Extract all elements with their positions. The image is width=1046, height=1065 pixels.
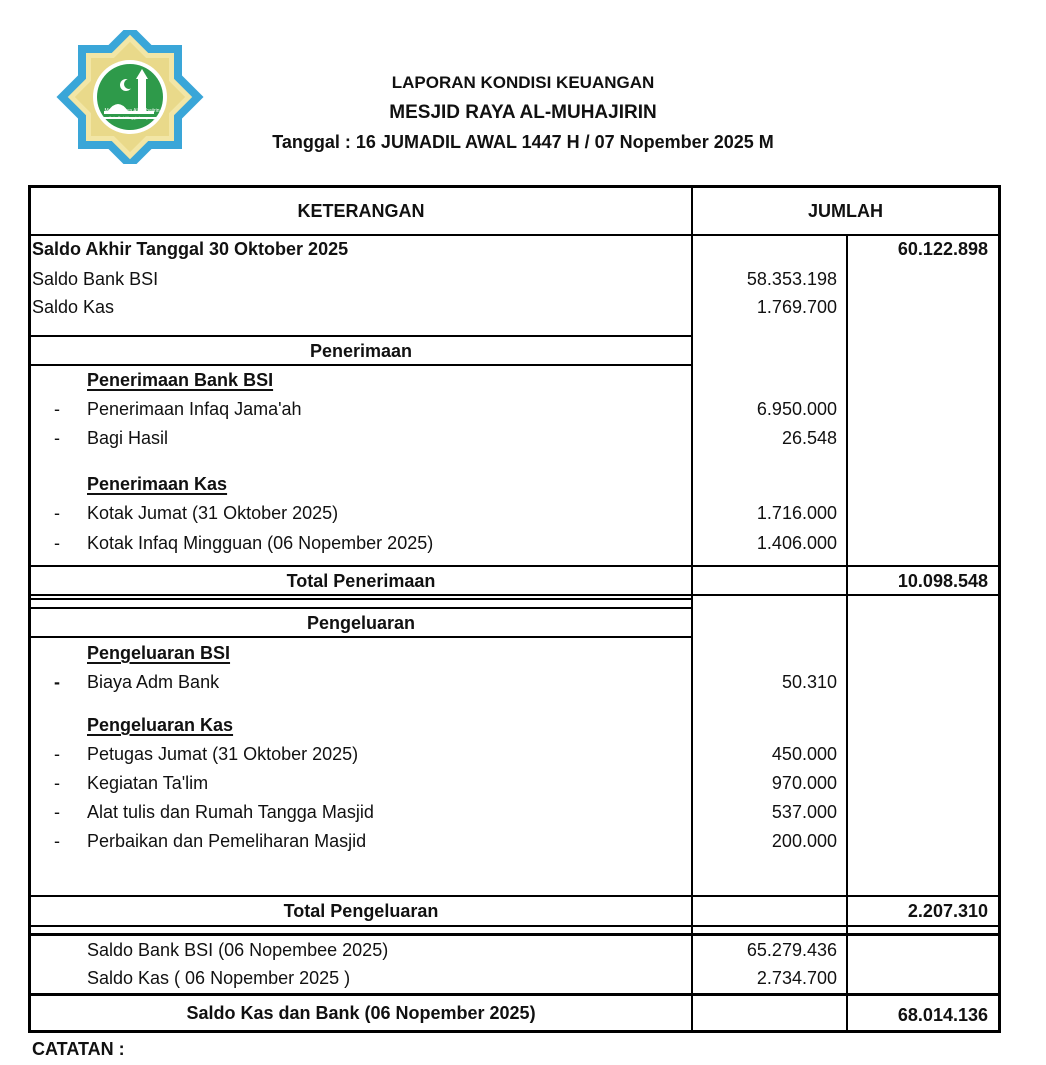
closing-bank-label: Saldo Bank BSI (06 Nopembee 2025) (87, 940, 389, 960)
opening-kas-label: Saldo Kas (32, 297, 115, 317)
logo-caption: Mesjid Raya Al-Muhajirin (104, 108, 160, 114)
opening-balance-total: 60.122.898 (897, 239, 988, 259)
logo-subcaption: Kota Bukittinggi, Lampung (108, 115, 156, 120)
pengeluaran-bank-heading: Pengeluaran BSI (87, 643, 231, 663)
item-label: Penerimaan Infaq Jama'ah (87, 399, 302, 419)
total-pengeluaran-label: Total Pengeluaran (283, 901, 439, 921)
closing-total-value: 68.014.136 (897, 1005, 988, 1025)
item-value: 200.000 (771, 831, 837, 851)
item-label: Kotak Jumat (31 Oktober 2025) (87, 503, 339, 523)
total-penerimaan-value: 10.098.548 (897, 571, 988, 591)
item-value: 970.000 (771, 773, 837, 793)
item-value: 50.310 (781, 672, 837, 692)
item-value: 1.716.000 (756, 503, 837, 523)
item-label: Kegiatan Ta'lim (87, 773, 209, 793)
item-label: Bagi Hasil (87, 428, 169, 448)
item-value: 6.950.000 (756, 399, 837, 419)
item-label: Petugas Jumat (31 Oktober 2025) (87, 744, 359, 764)
penerimaan-heading: Penerimaan (309, 341, 413, 361)
dash-marker: - (54, 802, 60, 822)
opening-bank-value: 58.353.198 (746, 269, 837, 289)
penerimaan-kas-heading: Penerimaan Kas (87, 474, 228, 494)
catatan-label: CATATAN : (32, 1039, 125, 1059)
total-penerimaan-label: Total Penerimaan (286, 571, 436, 591)
item-label: Perbaikan dan Pemeliharan Masjid (87, 831, 367, 851)
item-value: 450.000 (771, 744, 837, 764)
dash-marker: - (54, 533, 60, 553)
opening-balance-label: Saldo Akhir Tanggal 30 Oktober 2025 (32, 239, 349, 259)
dash-marker: - (54, 399, 60, 419)
closing-kas-value: 2.734.700 (756, 968, 837, 988)
dash-marker: - (54, 428, 60, 448)
closing-total-label: Saldo Kas dan Bank (06 Nopember 2025) (186, 1003, 536, 1023)
item-value: 26.548 (781, 428, 837, 448)
column-header-jumlah: JUMLAH (808, 201, 883, 221)
report-date: Tanggal : 16 JUMADIL AWAL 1447 H / 07 Nopember 2025 M (272, 132, 774, 152)
dash-marker: - (54, 672, 60, 692)
opening-bank-label: Saldo Bank BSI (32, 269, 159, 289)
item-label: Biaya Adm Bank (87, 672, 220, 692)
pengeluaran-heading: Pengeluaran (306, 613, 416, 633)
column-header-keterangan: KETERANGAN (297, 201, 425, 221)
pengeluaran-kas-heading: Pengeluaran Kas (87, 715, 234, 735)
total-pengeluaran-value: 2.207.310 (907, 901, 988, 921)
dash-marker: - (54, 773, 60, 793)
item-label: Alat tulis dan Rumah Tangga Masjid (87, 802, 374, 822)
penerimaan-bank-heading: Penerimaan Bank BSI (87, 370, 274, 390)
closing-bank-value: 65.279.436 (746, 940, 837, 960)
dash-marker: - (54, 744, 60, 764)
item-value: 1.406.000 (756, 533, 837, 553)
mosque-name: MESJID RAYA AL-MUHAJIRIN (389, 102, 657, 123)
closing-kas-label: Saldo Kas ( 06 Nopember 2025 ) (87, 968, 351, 988)
dash-marker: - (54, 831, 60, 851)
item-value: 537.000 (771, 802, 837, 822)
report-title: LAPORAN KONDISI KEUANGAN (391, 73, 655, 92)
dash-marker: - (54, 503, 60, 523)
opening-kas-value: 1.769.700 (756, 297, 837, 317)
item-label: Kotak Infaq Mingguan (06 Nopember 2025) (87, 533, 434, 553)
